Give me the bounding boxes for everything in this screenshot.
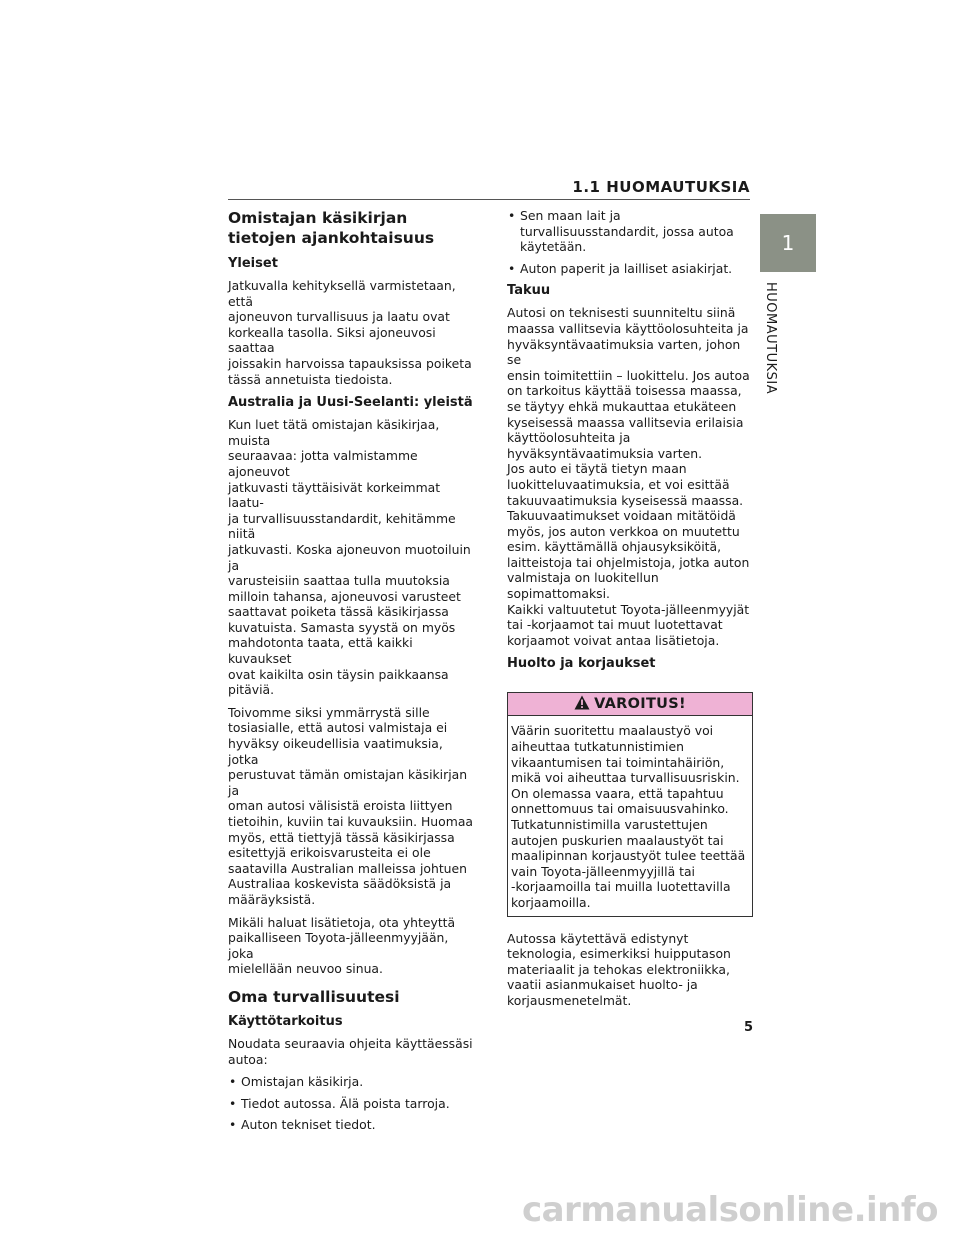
chapter-tab	[760, 214, 816, 272]
continued-bullet-list	[507, 208, 753, 276]
list-item: • Omistajan käsikirja.	[228, 1074, 474, 1090]
list-item: • Sen maan lait ja turvallisuusstandardit, jossa autoa käytetään.	[507, 208, 753, 255]
page-number: 5	[744, 1020, 754, 1035]
australia-paragraph-2: Toivomme siksi ymmärrystä sille tosiasialle, että autosi valmistaja ei hyväksy oikeudellisia vaatimuksia, jotka perustuvat tämän omistajan käsikirjan ja oman autosi välisistä eroista liittyen tietoihin, kuviin tai kuvauksiin. Huomaa myös, että tiettyjä tässä käsikirjassa esitettyjä erikoisvarusteita ei ole saatavilla Australian malleissa johtuen Australiaa koskevista säädöksistä ja määräyksistä.	[228, 704, 473, 907]
yleiset-heading: Yleiset	[228, 256, 278, 271]
warning-header	[508, 693, 752, 716]
use-paragraph: Noudata seuraavia ohjeita käyttäessäsi autoa:	[228, 1035, 473, 1067]
takuu-paragraph: Autosi on teknisesti suunniteltu siinä maassa vallitsevia käyttöolosuhteita ja hyväksyntävaatimuksia varten, johon se ensin toimitettiin – luokittelu. Jos autoa on tarkoitus käyttää toisessa maassa, se täytyy ehkä mukauttaa etukäteen kyseisessä maassa vallitsevia erilaisia käyttöolosuhteita ja hyväksyntävaatimuksia varten. Jos auto ei täytä tietyn maan luokitteluvaatimuksia, et voi esittää takuuvaatimuksia kyseisessä maassa. Takuuvaatimukset voidaan mitätöidä myös, jos auton verkkoa on muutettu esim. käyttämällä ohjausyksiköitä, laitteistoja tai ohjelmistoja, jotka auton valmistaja on luokitellun sopimattomaksi. Kaikki valtuutetut Toyota-jälleenmyyjät tai -korjaamot tai muut luotettavat korjaamot voivat antaa lisätietoja.	[507, 305, 750, 648]
watermark: carmanualsonline.info	[521, 1190, 938, 1230]
closing-paragraph: Autossa käytettävä edistynyt teknologia, esimerkiksi huipputason materiaalit ja tehokas elektroniikka, vaatii asianmukaiset huolto- ja korjausmenetelmät.	[507, 930, 731, 1008]
list-item: • Auton tekniset tiedot.	[228, 1117, 474, 1133]
yleiset-paragraph: Jatkuvalla kehityksellä varmistetaan, että ajoneuvon turvallisuus ja laatu ovat korkealla tasolla. Siksi ajoneuvosi saattaa joissakin harvoissa tapauksissa poiketa tässä annetuista tiedoista.	[228, 278, 472, 387]
warning-box	[507, 692, 753, 916]
left-column	[228, 208, 474, 1139]
australia-paragraph-1: Kun luet tätä omistajan käsikirjaa, muista seuraavaa: jotta valmistamme ajoneuvot jatkuvasti täyttäisivät korkeimmat laatu- ja turvallisuusstandardit, kehitämme niitä jatkuvasti. Koska ajoneuvon muotoiluin ja varusteisiin saattaa tulla muutoksia milloin tahansa, ajoneuvosi varusteet saattavat poiketa tässä käsikirjassa kuvatuista. Samasta syystä on myös mahdotonta taata, että kaikki kuvaukset ovat kaikilta osin täysin paikkaansa pitäviä.	[228, 417, 471, 698]
main-title: Omistajan käsikirjan tietojen ajankohtaisuus	[228, 209, 435, 247]
takuu-heading: Takuu	[507, 283, 551, 299]
section-header-title: 1.1 HUOMAUTUKSIA	[572, 178, 750, 196]
use-heading: Käyttötarkoitus	[228, 1013, 343, 1029]
list-item: • Tiedot autossa. Älä poista tarroja.	[228, 1096, 474, 1112]
chapter-label: HUOMAUTUKSIA	[763, 282, 778, 395]
service-heading: Huolto ja korjaukset	[507, 656, 656, 672]
safety-heading: Oma turvallisuutesi	[228, 987, 400, 1006]
warning-text: Väärin suoritettu maalaustyö voi aiheuttaa tutkatunnistimien vikaantumisen tai toimintahäiriön, mikä voi aiheuttaa turvallisuusriskin. On olemassa vaara, että tapahtuu onnettomuus tai omaisuusvahinko. Tutkatunnistimilla varustettujen autojen puskurien maalaustyöt tai maalipinnan korjaustyöt tulee teettää vain Toyota-jälleenmyyjillä tai -korjaamoilla tai muilla luotettavilla korjaamoilla.	[511, 723, 746, 910]
use-bullet-list	[228, 1074, 474, 1133]
chapter-number: 1	[781, 231, 795, 255]
header-rule	[228, 199, 750, 200]
australia-heading: Australia ja Uusi-Seelanti: yleistä	[228, 395, 473, 411]
warning-triangle-icon	[574, 695, 590, 714]
australia-paragraph-3: Mikäli haluat lisätietoja, ota yhteyttä paikalliseen Toyota-jälleenmyyjään, joka mielellään neuvoo sinua.	[228, 914, 456, 977]
right-column	[507, 208, 753, 1016]
warning-label: VAROITUS!	[594, 695, 686, 712]
list-item: • Auton paperit ja lailliset asiakirjat.	[507, 261, 753, 277]
